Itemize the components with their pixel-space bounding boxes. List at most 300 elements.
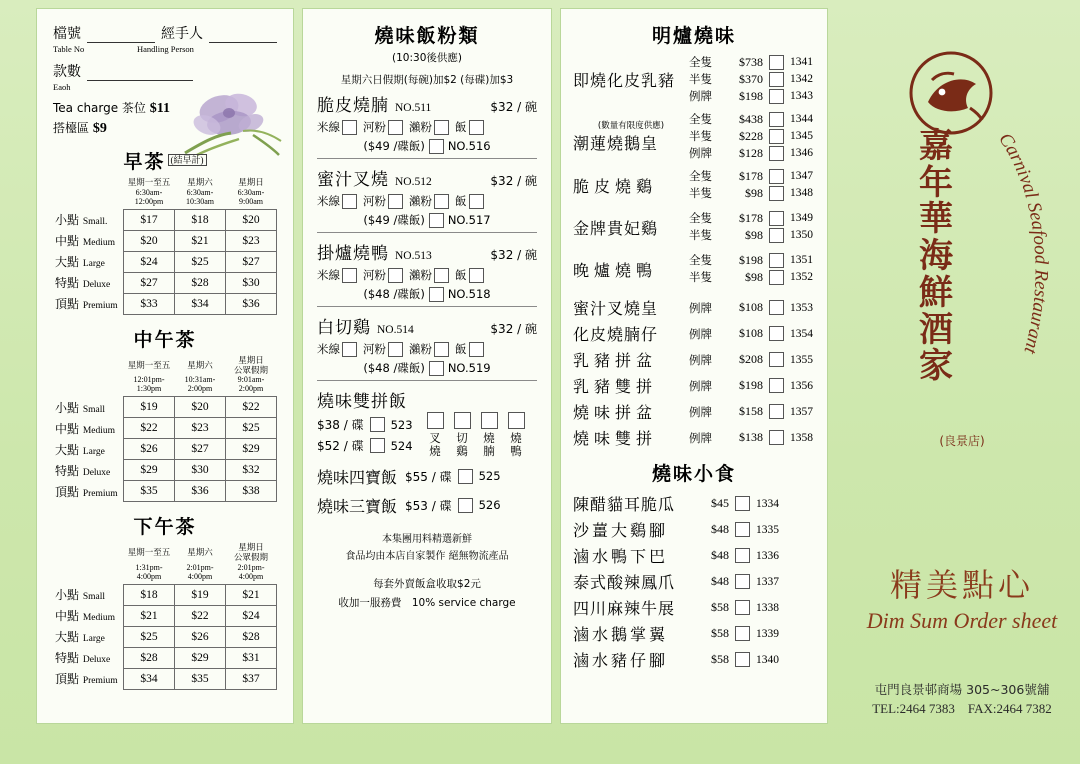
combo-number: 525 (478, 469, 501, 484)
item-number: 1356 (790, 379, 813, 392)
item-checkbox[interactable] (735, 626, 750, 641)
price-cell: $26 (175, 626, 226, 647)
option-label: 飯 (455, 194, 467, 208)
alt-checkbox[interactable] (429, 287, 444, 302)
dish-price: $32 / 碗 (490, 248, 537, 262)
option-checkbox[interactable] (469, 268, 484, 283)
roast-item (573, 210, 815, 244)
option-label: 河粉 (363, 268, 386, 282)
option-checkbox[interactable] (434, 342, 449, 357)
price-cell: $27 (124, 272, 175, 293)
time-saturday: 10:31am-2:00pm (184, 375, 216, 394)
option-checkbox[interactable] (342, 194, 357, 209)
snack-row (573, 544, 815, 567)
dish-name: 掛爐燒鴨 (317, 244, 389, 264)
dish-block (317, 165, 537, 233)
price-cell: $33 (124, 293, 175, 314)
row-label-en: Medium (82, 238, 116, 249)
item-name: 蜜汁叉燒皇 (573, 299, 659, 318)
price-cell: $28 (226, 626, 277, 647)
combo-name: 燒味三寶飯 (317, 496, 398, 516)
price-cell: $28 (124, 647, 175, 668)
size-price: $108 (739, 300, 763, 314)
option-checkbox[interactable] (469, 342, 484, 357)
item-number: 1339 (756, 627, 779, 640)
price-cell: $29 (226, 439, 277, 460)
panel3-title: 明爐燒味 (651, 25, 736, 47)
item-name: 泰式酸辣鳳爪 (573, 573, 676, 592)
item-number: 1348 (790, 187, 813, 199)
size-label: 半隻 (689, 129, 712, 143)
field-label: 檔號 (53, 26, 81, 42)
price-cell: $20 (124, 230, 175, 251)
item-checkbox[interactable] (769, 55, 784, 70)
item-checkbox[interactable] (769, 326, 784, 341)
item-checkbox[interactable] (769, 112, 784, 127)
item-checkbox[interactable] (769, 228, 784, 243)
pick-checkbox[interactable] (427, 412, 444, 429)
item-number: 1341 (790, 56, 813, 68)
item-checkbox[interactable] (769, 169, 784, 184)
row-label-en: Premium (82, 676, 118, 687)
item-name: 化皮燒腩仔 (573, 325, 659, 344)
size-price: $228 (739, 128, 763, 143)
item-name: 乳豬雙拼 (573, 377, 658, 396)
price-cell: $17 (124, 209, 175, 230)
price-cell: $19 (124, 397, 175, 418)
dish-price: $32 / 碗 (490, 100, 537, 114)
item-sizes (689, 54, 813, 105)
dish-name: 脆皮燒腩 (317, 96, 389, 116)
option-label: 米線 (317, 342, 340, 356)
dimsum-heading (848, 560, 1076, 634)
alt-price: ($49 /碟飯) (363, 139, 425, 153)
col-weekday: 星期一至五 (127, 177, 171, 187)
option-checkbox[interactable] (388, 194, 403, 209)
col-weekday: 星期一至五 (127, 359, 171, 370)
size-label: 半隻 (689, 72, 712, 86)
item-number: 1343 (790, 90, 813, 102)
option-checkbox[interactable] (342, 268, 357, 283)
roast-item (573, 168, 815, 202)
alt-number: NO.518 (447, 287, 491, 301)
price-cell: $29 (175, 647, 226, 668)
combo-number: 523 (390, 417, 413, 432)
field-table-no[interactable] (53, 23, 277, 43)
item-checkbox[interactable] (769, 378, 784, 393)
dish-alt-line (317, 286, 537, 302)
dish-block (317, 313, 537, 381)
size-label: 全隻 (689, 253, 712, 267)
item-checkbox[interactable] (735, 652, 750, 667)
item-checkbox[interactable] (735, 574, 750, 589)
size-price: $98 (745, 185, 763, 200)
dish-alt-line (317, 212, 537, 228)
price-cell: $22 (175, 605, 226, 626)
table-row (53, 460, 277, 481)
double-combo-title: 燒味雙拼飯 (317, 392, 407, 412)
roast-single-row (573, 348, 815, 371)
panel2-subtitle: (10:30後供應) (392, 52, 462, 64)
size-label: 例牌 (689, 89, 712, 103)
item-checkbox[interactable] (769, 253, 784, 268)
option-checkbox[interactable] (469, 194, 484, 209)
table-header-row (53, 354, 277, 376)
row-label-en: Small (82, 592, 106, 603)
alt-price: ($49 /碟飯) (363, 213, 425, 227)
row-label-en: Small. (82, 217, 108, 228)
price-cell: $26 (124, 439, 175, 460)
item-checkbox[interactable] (769, 186, 784, 201)
dish-price: $32 / 碗 (490, 174, 537, 188)
price-cell: $20 (226, 209, 277, 230)
col-saturday: 星期六 (187, 359, 213, 370)
item-sizes (689, 252, 813, 286)
row-label-en: Medium (82, 613, 116, 624)
item-number: 1350 (790, 229, 813, 241)
option-label: 米線 (317, 194, 340, 208)
row-label-en: Large (82, 446, 105, 457)
dish-alt-line (317, 138, 537, 154)
roast-single-row (573, 322, 815, 345)
item-name: 晚爐燒鴨 (573, 260, 658, 280)
table-row (53, 209, 277, 230)
size-price: $48 (711, 574, 729, 588)
row-label: 中點 (55, 421, 80, 436)
item-sizes (689, 168, 813, 202)
field-each[interactable] (53, 61, 193, 81)
option-label: 河粉 (363, 342, 386, 356)
table-row (53, 251, 277, 272)
price-cell: $25 (124, 626, 175, 647)
size-price: $198 (739, 88, 763, 103)
price-cell: $21 (124, 605, 175, 626)
option-checkbox[interactable] (342, 342, 357, 357)
item-checkbox[interactable] (769, 129, 784, 144)
stall-charge-row (53, 119, 277, 137)
item-number: 1352 (790, 271, 813, 283)
item-checkbox[interactable] (735, 496, 750, 511)
price-cell: $38 (226, 481, 277, 502)
item-name: 滷水鵝掌翼 (573, 625, 669, 644)
size-label: 例牌 (689, 352, 712, 367)
item-checkbox[interactable] (735, 548, 750, 563)
row-label: 小點 (55, 213, 80, 228)
item-checkbox[interactable] (769, 211, 784, 226)
size-price: $198 (739, 378, 763, 392)
option-checkbox[interactable] (342, 120, 357, 135)
sub-each: Eaoh (53, 82, 71, 92)
row-label: 大點 (55, 630, 80, 645)
size-label: 全隻 (689, 55, 712, 69)
roast-item (573, 54, 815, 105)
item-checkbox[interactable] (769, 270, 784, 285)
pick-option[interactable]: 燒 腩 (481, 412, 498, 459)
roast-single-row (573, 426, 815, 449)
snack-row (573, 596, 815, 619)
row-label-en: Deluxe (82, 280, 111, 291)
double-combo-row (317, 416, 413, 433)
price-cell: $30 (175, 460, 226, 481)
table-row (53, 418, 277, 439)
combo-checkbox[interactable] (458, 498, 473, 513)
tea-charge-price: $11 (149, 101, 170, 116)
dish-number: NO.514 (377, 324, 414, 336)
size-price: $138 (739, 430, 763, 444)
alt-checkbox[interactable] (429, 361, 444, 376)
combo-name: 燒味四寶飯 (317, 467, 398, 487)
size-label: 半隻 (689, 270, 712, 284)
item-checkbox[interactable] (769, 89, 784, 104)
row-label: 特點 (55, 276, 80, 291)
col-sunday: 星期日 公眾假期 (233, 354, 268, 375)
size-price: $108 (739, 326, 763, 340)
row-label: 中點 (55, 609, 80, 624)
combo-item-row (317, 465, 537, 488)
section-heading-afternoon (53, 512, 277, 539)
item-checkbox[interactable] (769, 404, 784, 419)
price-cell: $27 (226, 251, 277, 272)
dish-options (317, 193, 537, 209)
dish-name: 白切鷄 (317, 318, 371, 338)
field-label: 款數 (53, 64, 81, 80)
form-fields (53, 23, 277, 92)
section-title: 下午茶 (133, 516, 197, 539)
snack-row (573, 648, 815, 671)
item-name: 即燒化皮乳豬 (573, 71, 676, 90)
dish-number: NO.512 (395, 176, 432, 188)
dish-name: 蜜汁叉燒 (317, 170, 389, 190)
size-label: 例牌 (689, 430, 712, 445)
tea-charge-row (53, 99, 277, 117)
table-row (53, 272, 277, 293)
brand-branch: (良景店) (939, 434, 985, 448)
table-row (53, 668, 277, 689)
time-weekday: 12:01pm-1:30pm (133, 375, 165, 394)
price-cell: $37 (226, 668, 277, 689)
row-label: 頂點 (55, 672, 80, 687)
panel2-surcharge-note: 星期六日假期(每碗)加$2 (每碟)加$3 (340, 74, 514, 86)
combo-price: $55 / 碟 (405, 469, 452, 484)
snack-row (573, 622, 815, 645)
field-sublabels-2 (53, 82, 277, 92)
time-saturday: 6:30am-10:30am (186, 187, 214, 206)
tea-charge-label: Tea charge 茶位 (53, 101, 146, 115)
col-saturday: 星期六 (187, 177, 213, 187)
row-label-en: Premium (82, 488, 118, 499)
row-label-en: Large (82, 259, 105, 270)
brand-english-name (864, 118, 1064, 448)
address-block (848, 680, 1076, 720)
row-label: 小點 (55, 588, 80, 603)
option-checkbox[interactable] (388, 342, 403, 357)
table-row (53, 605, 277, 626)
size-label: 例牌 (689, 378, 712, 393)
item-name: 滷水鴨下巴 (573, 547, 669, 566)
alt-price: ($48 /碟飯) (363, 287, 425, 301)
time-saturday: 2:01pm-4:00pm (186, 562, 214, 581)
item-checkbox[interactable] (769, 72, 784, 87)
option-checkbox[interactable] (469, 120, 484, 135)
pick-option[interactable]: 燒 鴨 (508, 412, 525, 459)
table-row (53, 293, 277, 314)
item-number: 1346 (790, 147, 813, 159)
option-checkbox[interactable] (434, 120, 449, 135)
row-label-en: Large (82, 634, 105, 645)
row-label: 大點 (55, 442, 80, 457)
option-label: 米線 (317, 268, 340, 282)
double-combo-section (317, 387, 537, 459)
snack-section-title: 燒味小食 (651, 463, 736, 485)
size-price: $45 (711, 496, 729, 510)
price-cell: $31 (226, 647, 277, 668)
size-label: 例牌 (689, 300, 712, 315)
size-price: $98 (745, 269, 763, 284)
time-sunday: 9:01am-2:00pm (237, 375, 265, 394)
dish-block (317, 239, 537, 307)
item-number: 1342 (790, 73, 813, 85)
dish-block (317, 91, 537, 159)
snack-row (573, 492, 815, 515)
size-price: $158 (739, 404, 763, 418)
combo-price: $52 / 碟 (317, 439, 364, 453)
item-number: 1355 (790, 353, 813, 366)
combo-checkbox[interactable] (370, 417, 385, 432)
double-combo-row (317, 437, 413, 454)
price-cell: $36 (226, 293, 277, 314)
service-charge-note: 每套外賣飯盒收取$2元 收加一服務費 10% service charge (338, 577, 516, 609)
item-name: 沙薑大鷄腳 (573, 521, 669, 540)
item-checkbox[interactable] (769, 300, 784, 315)
item-name: 潮蓮燒鵝皇 (573, 134, 659, 153)
table-times-row (53, 563, 277, 585)
panel-roast-meats (560, 8, 828, 724)
price-cell: $18 (175, 209, 226, 230)
pick-checkbox[interactable] (454, 412, 471, 429)
dish-options (317, 267, 537, 283)
col-weekday: 星期一至五 (127, 547, 171, 558)
svg-text:Carnival Seafood Restaurant (994, 129, 1051, 356)
sub-handling-person: Handling Person (137, 44, 194, 54)
price-cell: $23 (175, 418, 226, 439)
size-price: $438 (739, 111, 763, 126)
option-checkbox[interactable] (388, 268, 403, 283)
combo-checkbox[interactable] (458, 469, 473, 484)
price-cell: $24 (226, 605, 277, 626)
field-label: 經手人 (161, 26, 203, 42)
limited-supply-note: (數量有限度供應) (597, 121, 665, 131)
size-price: $178 (739, 168, 763, 183)
price-cell: $28 (175, 272, 226, 293)
size-price: $98 (745, 227, 763, 242)
roast-item (573, 111, 815, 162)
price-cell: $36 (175, 481, 226, 502)
pick-option[interactable]: 切 鷄 (454, 412, 471, 459)
roast-single-row (573, 374, 815, 397)
price-cell: $29 (124, 460, 175, 481)
write-line[interactable] (87, 65, 193, 81)
roast-single-row (573, 296, 815, 319)
table-row (53, 481, 277, 502)
combo-checkbox[interactable] (370, 438, 385, 453)
option-label: 米線 (317, 120, 340, 134)
item-name: 燒味雙拼 (573, 429, 658, 448)
table-row (53, 230, 277, 251)
combo-pick-columns (427, 412, 525, 459)
size-label: 例牌 (689, 326, 712, 341)
pick-option[interactable]: 叉 燒 (427, 412, 444, 459)
option-label: 飯 (455, 268, 467, 282)
item-number: 1335 (756, 523, 779, 536)
time-sunday: 6:30am-9:00am (237, 187, 265, 206)
roast-single-row (573, 400, 815, 423)
alt-number: NO.519 (447, 361, 491, 375)
item-number: 1345 (790, 130, 813, 142)
price-cell: $34 (175, 293, 226, 314)
item-checkbox[interactable] (735, 600, 750, 615)
option-checkbox[interactable] (388, 120, 403, 135)
write-line[interactable] (87, 27, 155, 43)
item-number: 1340 (756, 653, 779, 666)
size-price: $58 (711, 626, 729, 640)
price-cell: $20 (175, 397, 226, 418)
size-price: $128 (739, 145, 763, 160)
price-cell: $22 (124, 418, 175, 439)
price-cell: $30 (226, 272, 277, 293)
price-cell: $34 (124, 668, 175, 689)
item-number: 1357 (790, 405, 813, 418)
price-cell: $21 (226, 584, 277, 605)
size-price: $208 (739, 352, 763, 366)
row-label-en: Medium (82, 425, 116, 436)
row-label: 特點 (55, 463, 80, 478)
item-name: 燒味拼盆 (573, 403, 658, 422)
item-number: 1334 (756, 497, 779, 510)
time-weekday: 1:31pm-4:00pm (135, 562, 163, 581)
table-row (53, 584, 277, 605)
option-checkbox[interactable] (434, 194, 449, 209)
row-label: 特點 (55, 651, 80, 666)
price-cell: $25 (226, 418, 277, 439)
size-price: $48 (711, 522, 729, 536)
price-cell: $18 (124, 584, 175, 605)
address-line: 屯門良景邨商場 305~306號舖 (874, 682, 1050, 697)
size-label: 全隻 (689, 211, 712, 225)
combo-number: 526 (478, 498, 501, 513)
alt-checkbox[interactable] (429, 213, 444, 228)
write-line[interactable] (209, 27, 277, 43)
price-cell: $24 (124, 251, 175, 272)
option-checkbox[interactable] (434, 268, 449, 283)
pick-checkbox[interactable] (508, 412, 525, 429)
row-label-en: Small (82, 404, 106, 415)
alt-checkbox[interactable] (429, 139, 444, 154)
table-row (53, 439, 277, 460)
item-checkbox[interactable] (735, 522, 750, 537)
table-times-row (53, 375, 277, 397)
price-table-morning (53, 176, 277, 315)
item-checkbox[interactable] (769, 352, 784, 367)
price-cell: $23 (226, 230, 277, 251)
item-checkbox[interactable] (769, 146, 784, 161)
item-checkbox[interactable] (769, 430, 784, 445)
time-sunday: 2:01pm-4:00pm (237, 562, 265, 581)
pick-checkbox[interactable] (481, 412, 498, 429)
item-number: 1347 (790, 170, 813, 182)
alt-number: NO.517 (447, 213, 491, 227)
size-label: 全隻 (689, 169, 712, 183)
option-label: 瀨粉 (409, 194, 432, 208)
